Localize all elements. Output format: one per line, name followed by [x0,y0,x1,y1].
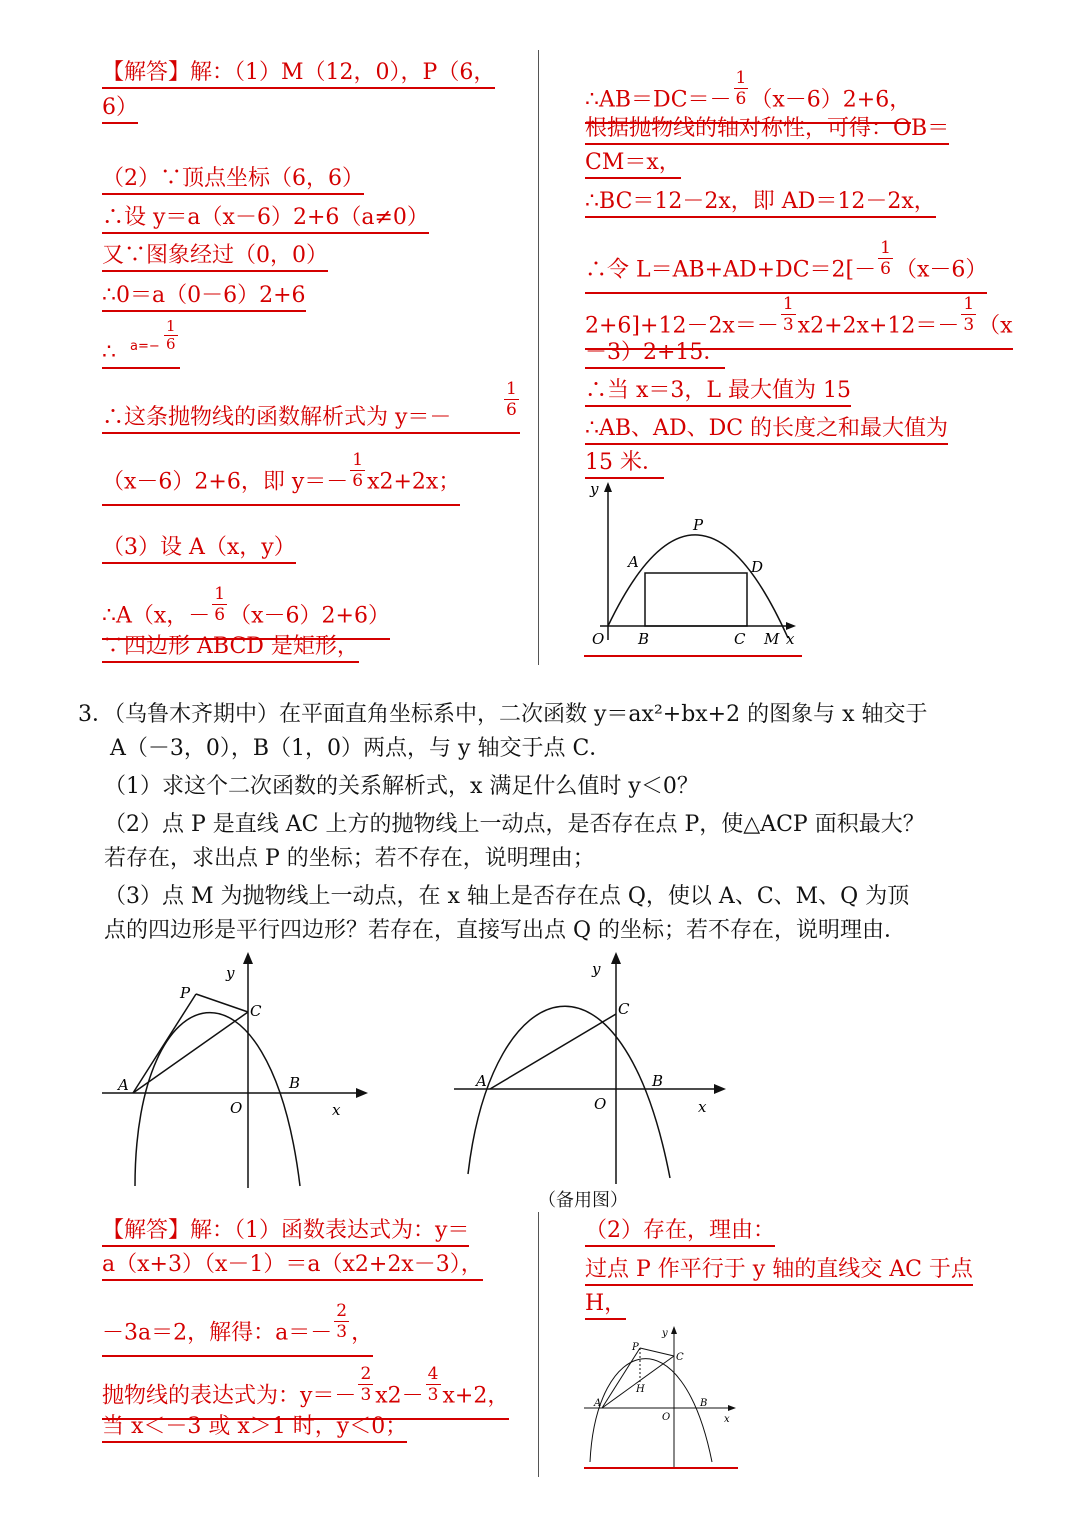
fig2-label-O: O [230,1099,243,1117]
figure-spare-parabola [452,950,732,1190]
answer-line-6: ∴0＝a（0－6）2+6 [102,283,306,312]
answer-line-7: ∴ a=− $\frac{1}{6}$ [102,330,180,369]
fig2-label-P: P [180,984,191,1002]
fig3-label-O: O [594,1095,607,1113]
answer-b-line-1: 【解答】解：（1）函数表达式为：y＝ [102,1218,469,1247]
answer-line-2: 6） [102,95,138,124]
fig3-x-arrow [714,1084,726,1094]
answer-r-line-4: ∴BC＝12－2x，即 AD＝12－2x， [585,189,936,218]
figure-main-parabola [100,950,380,1190]
answer-r-line-3: CM＝x， [585,150,681,179]
fig1-label-M: M [764,630,780,648]
figure-small-parabola-H [582,1322,742,1472]
fig3-label-x: x [698,1098,707,1116]
answer-line-3: （2）∵顶点坐标（6，6） [102,166,364,195]
fig4-label-C: C [676,1352,684,1363]
fig2-label-y: y [226,964,235,982]
answer-b-line-2: a（x+3）（x－1）＝a（x2+2x－3）， [102,1252,483,1281]
fig4-label-x: x [724,1414,730,1425]
fig4-label-A: A [594,1398,602,1409]
spare-figure-caption: （备用图） [538,1190,628,1211]
fig3-label-y: y [592,960,601,978]
fig4-label-B: B [700,1398,708,1409]
answer-line-11: ∴A（x，－ $\frac{1}{6}$ （x－6）2+6） [102,596,390,640]
fig4-label-O: O [662,1412,671,1423]
fig2-line-PC [196,994,248,1012]
fig1-rectangle [645,573,747,626]
fig1-label-A: A [628,553,639,571]
question-line-5: 若存在，求出点 P 的坐标；若不存在，说明理由； [104,846,595,871]
answer-c-line-2: 过点 P 作平行于 y 轴的直线交 AC 于点 [585,1257,973,1286]
fig1-y-arrow [604,482,612,492]
fig1-parabola [608,535,788,638]
fig1-label-x: x [786,630,795,648]
answer-r-line-8: ∴当 x＝3，L 最大值为 15 [585,378,851,407]
answer-line-1: 【解答】解：（1）M（12，0），P（6， [102,60,495,89]
fig1-label-B: B [638,630,650,648]
fig3-label-C: C [618,1000,630,1018]
answer-line-8: ∴这条抛物线的函数解析式为 y＝－ $\frac{1}{6}$ [102,405,520,434]
figure-rectangle-parabola [580,478,810,660]
fig1-label-P: P [693,516,704,534]
fig4-label-y: y [662,1328,668,1339]
answer-line-12: ∵四边形 ABCD 是矩形， [102,634,359,663]
fig1-x-arrow [786,622,796,630]
fig1-label-O: O [592,630,605,648]
top-column-divider [538,50,539,665]
fig4-x-arrow [728,1405,736,1411]
fig2-x-arrow [356,1088,368,1098]
fig2-parabola [135,1013,300,1186]
answer-r-line-1: ∴AB＝DC＝－ $\frac{1}{6}$ （x－6）2+6， [585,80,911,124]
fig2-label-C: C [250,1002,262,1020]
fig4-label-P: P [632,1342,639,1353]
fig1-label-y: y [590,480,599,498]
fig4-line-AP [602,1348,640,1408]
answer-r-line-10: 15 米． [585,450,664,479]
fig2-line-AC [133,1012,248,1093]
fig3-line-AC [490,1014,616,1089]
question-line-2: A（－3，0），B（1，0）两点，与 y 轴交于点 C． [110,736,612,761]
question-line-4: （2）点 P 是直线 AC 上方的抛物线上一动点，是否存在点 P，使△ACP 面积最大？ [104,812,925,837]
answer-r-line-9: ∴AB、AD、DC 的长度之和最大值为 [585,416,948,445]
bottom-column-divider [538,1212,539,1477]
fig2-line-AP [133,994,196,1093]
answer-b-line-4: 抛物线的表达式为：y＝－ $\frac{2}{3}$ x2－ $\frac{4}{3}$ x+2， [102,1376,509,1420]
fig2-label-A: A [118,1076,129,1094]
answer-r-line-7: －3）2+15． [585,340,725,369]
question-line-3: （1）求这个二次函数的关系解析式，x 满足什么值时 y＜0？ [104,774,699,799]
fig3-label-A: A [476,1072,487,1090]
answer-c-line-3: H， [585,1291,626,1320]
answer-b-line-3: －3a＝2，解得：a＝－ $\frac{2}{3}$ ， [102,1313,373,1357]
question-line-6: （3）点 M 为抛物线上一动点，在 x 轴上是否存在点 Q，使以 A、C、M、Q 为顶 [104,884,910,909]
answer-line-10: （3）设 A（x，y） [102,535,296,564]
answer-line-9: （x－6）2+6，即 y＝－ $\frac{1}{6}$ x2+2x； [102,462,460,506]
answer-c-line-1: （2）存在，理由： [585,1218,775,1247]
fig4-label-H: H [636,1384,645,1395]
fig2-label-B: B [289,1074,301,1092]
question-line-7: 点的四边形是平行四边形？若存在，直接写出点 Q 的坐标；若不存在，说明理由． [104,918,907,943]
fig4-line-PC [640,1348,674,1356]
answer-r-line-6: 2+6]+12－2x＝－ $\frac{1}{3}$ x2+2x+12＝－ $\frac{1}{3}$ （x [585,306,1013,350]
answer-line-4: ∴设 y＝a（x－6）2+6（a≠0） [102,205,429,234]
answer-b-line-5: 当 x＜－3 或 x＞1 时，y＜0； [102,1414,407,1443]
fig3-y-arrow [611,952,621,964]
fig3-parabola [468,1006,670,1178]
question-line-1: 3．（乌鲁木齐期中）在平面直角坐标系中，二次函数 y＝ax²+bx+2 的图象与 x 轴交于 [78,702,928,727]
fig2-y-arrow [243,952,253,964]
answer-r-line-5: ∴令 L＝AB+AD+DC＝2[－ $\frac{1}{6}$ （x－6） [585,250,987,294]
answer-line-5: 又∵图象经过（0，0） [102,243,328,272]
fig1-label-D: D [751,558,764,576]
fig4-parabola [590,1359,712,1462]
fig1-label-C: C [734,630,746,648]
fig2-label-x: x [332,1101,341,1119]
fig4-y-arrow [671,1326,677,1334]
fig4-line-AC [602,1356,674,1408]
answer-r-line-2: 根据抛物线的轴对称性，可得：OB＝ [585,116,949,145]
fig3-label-B: B [652,1072,664,1090]
